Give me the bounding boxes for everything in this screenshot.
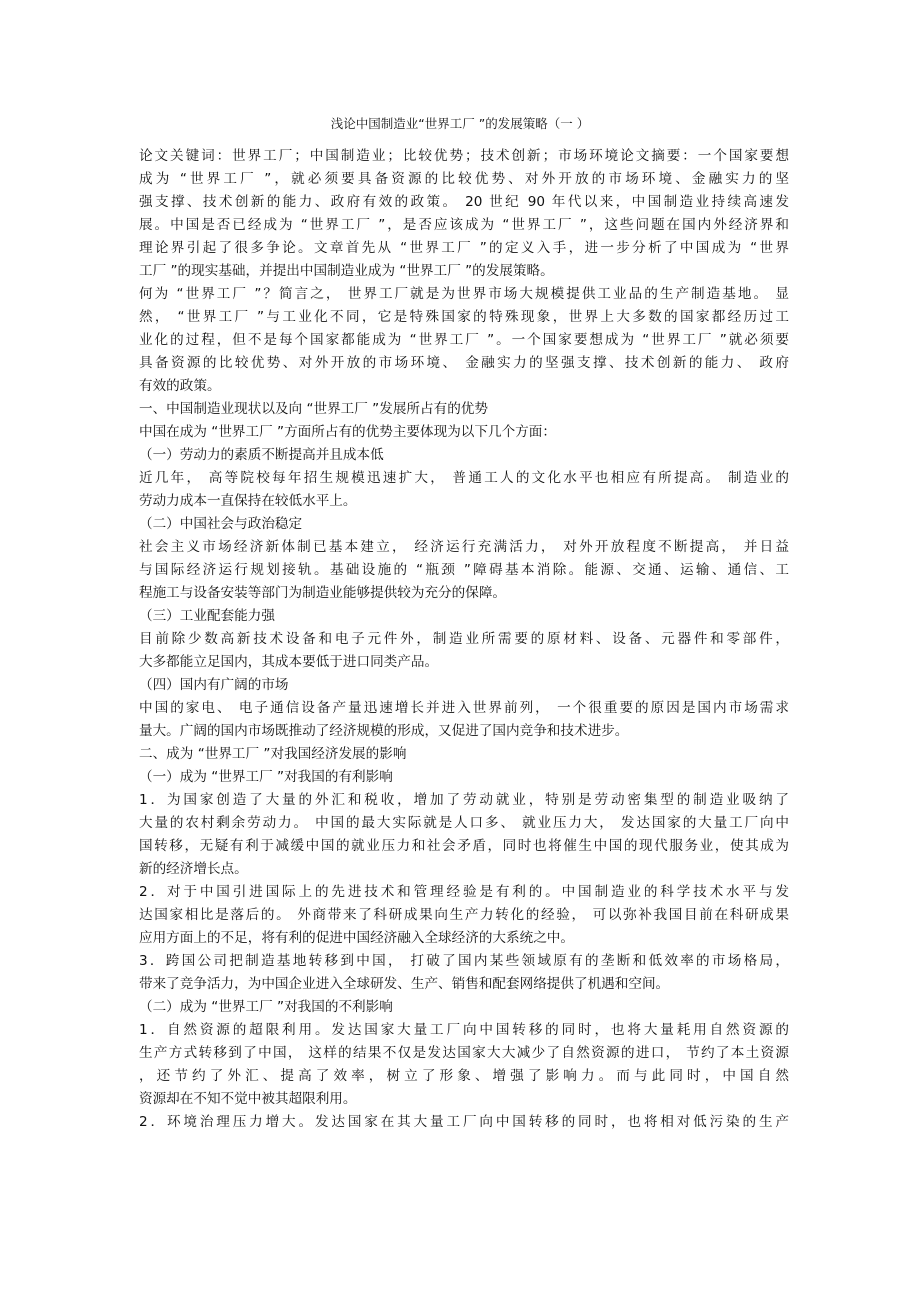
text-line: 有效的政策。	[139, 378, 221, 394]
text-line: 生产方式转移到了中国， 这样的结果不仅是发达国家大大减少了自然资源的进口， 节约了本土资源	[139, 1045, 789, 1061]
document-title: 浅论中国制造业“世界工厂 ”的发展策略（一 ）	[330, 116, 590, 131]
text-line: 劳动力成本一直保持在较低水平上。	[139, 493, 357, 509]
text-line: 大多都能立足国内，其成本要低于进口同类产品。	[139, 654, 439, 670]
text-line: （四）国内有广阔的市场	[139, 677, 289, 693]
text-line: 带来了竞争活力，为中国企业进入全球研发、生产、销售和配套网络提供了机遇和空间。	[139, 976, 670, 992]
text-line: ，还节约了外汇、提高了效率，树立了形象、增强了影响力。而与此同时，中国自然	[139, 1068, 789, 1084]
text-line: （三）工业配套能力强	[139, 608, 275, 624]
text-line: 3．跨国公司把制造基地转移到中国， 打破了国内某些领域原有的垄断和低效率的市场格局，	[139, 953, 789, 969]
text-line: 理论界引起了很多争论。文章首先从 “世界工厂 ”的定义入手，进一步分析了中国成为 “世界	[139, 240, 789, 256]
text-line: 工厂 ”的现实基础，并提出中国制造业成为 “世界工厂 ”的发展策略。	[139, 263, 554, 279]
text-line: 资源却在不知不觉中被其超限利用。	[139, 1091, 357, 1107]
text-line: 然， “世界工厂 ”与工业化不同，它是特殊国家的特殊现象，世界上大多数的国家都经历过工	[139, 309, 789, 325]
text-line: 应用方面上的不足，将有利的促进中国经济融入全球经济的大系统之中。	[139, 930, 574, 946]
text-line: 业化的过程，但不是每个国家都能成为 “世界工厂 ”。一个国家要想成为 “世界工厂 ”就必须要	[139, 332, 789, 348]
text-line: 程施工与设备安装等部门为制造业能够提供较为充分的保障。	[139, 585, 507, 601]
text-line: 近几年， 高等院校每年招生规模迅速扩大， 普通工人的文化水平也相应有所提高。 制造业的	[139, 470, 789, 486]
text-line: （二）成为 “世界工厂 ”对我国的不利影响	[139, 999, 393, 1015]
text-line: 与国际经济运行规划接轨。基础设施的 “瓶颈 ”障碍基本消除。能源、交通、运输、通信、工	[139, 562, 789, 578]
document-body	[139, 145, 789, 1134]
text-line: 新的经济增长点。	[139, 861, 248, 877]
text-line: （一）成为 “世界工厂 ”对我国的有利影响	[139, 769, 393, 785]
text-line: （二）中国社会与政治稳定	[139, 516, 303, 532]
text-line: 何为 “世界工厂 ”？简言之， 世界工厂就是为世界市场大规模提供工业品的生产制造基地。 显	[139, 286, 789, 302]
text-line: 量大。广阔的国内市场既推动了经济规模的形成，又促进了国内竞争和技术进步。	[139, 723, 629, 739]
text-line: 中国的家电、 电子通信设备产量迅速增长并进入世界前列， 一个很重要的原因是国内市场需求	[139, 700, 789, 716]
text-line: 1．为国家创造了大量的外汇和税收，增加了劳动就业，特别是劳动密集型的制造业吸纳了	[139, 792, 789, 808]
text-line: 社会主义市场经济新体制已基本建立， 经济运行充满活力， 对外开放程度不断提高， 并日益	[139, 539, 789, 555]
text-line: 达国家相比是落后的。 外商带来了科研成果向生产力转化的经验， 可以弥补我国目前在科研成果	[139, 907, 789, 923]
text-line: 成为 “世界工厂 ”，就必须要具备资源的比较优势、对外开放的市场环境、金融实力的坚	[139, 171, 789, 187]
text-line: 中国在成为 “世界工厂 ”方面所占有的优势主要体现为以下几个方面：	[139, 424, 556, 440]
text-line: 具备资源的比较优势、对外开放的市场环境、 金融实力的坚强支撑、技术创新的能力、 政府	[139, 355, 789, 371]
text-line: 2．对于中国引进国际上的先进技术和管理经验是有利的。中国制造业的科学技术水平与发	[139, 884, 789, 900]
text-line: 2．环境治理压力增大。发达国家在其大量工厂向中国转移的同时，也将相对低污染的生产	[139, 1114, 789, 1130]
text-line: 二、成为 “世界工厂 ”对我国经济发展的影响	[139, 746, 407, 762]
text-line: 强支撑、技术创新的能力、政府有效的政策。 20 世纪 90 年代以来，中国制造业持续高速发	[139, 194, 789, 210]
text-line: 论文关键词：世界工厂；中国制造业；比较优势；技术创新；市场环境论文摘要：一个国家要想	[139, 148, 789, 164]
text-line: 1．自然资源的超限利用。发达国家大量工厂向中国转移的同时，也将大量耗用自然资源的	[139, 1022, 789, 1038]
text-line: （一）劳动力的素质不断提高并且成本低	[139, 447, 384, 463]
text-line: 展。中国是否已经成为 “世界工厂 ”，是否应该成为 “世界工厂 ”，这些问题在国内外经济界和	[139, 217, 789, 233]
text-line: 大量的农村剩余劳动力。 中国的最大实际就是人口多、 就业压力大， 发达国家的大量工厂向中	[139, 815, 789, 831]
text-line: 一、中国制造业现状以及向 “世界工厂 ”发展所占有的优势	[139, 401, 488, 417]
text-line: 目前除少数高新技术设备和电子元件外，制造业所需要的原材料、设备、元器件和零部件，	[139, 631, 789, 647]
text-line: 国转移，无疑有利于减缓中国的就业压力和社会矛盾，同时也将催生中国的现代服务业，使其成为	[139, 838, 789, 854]
